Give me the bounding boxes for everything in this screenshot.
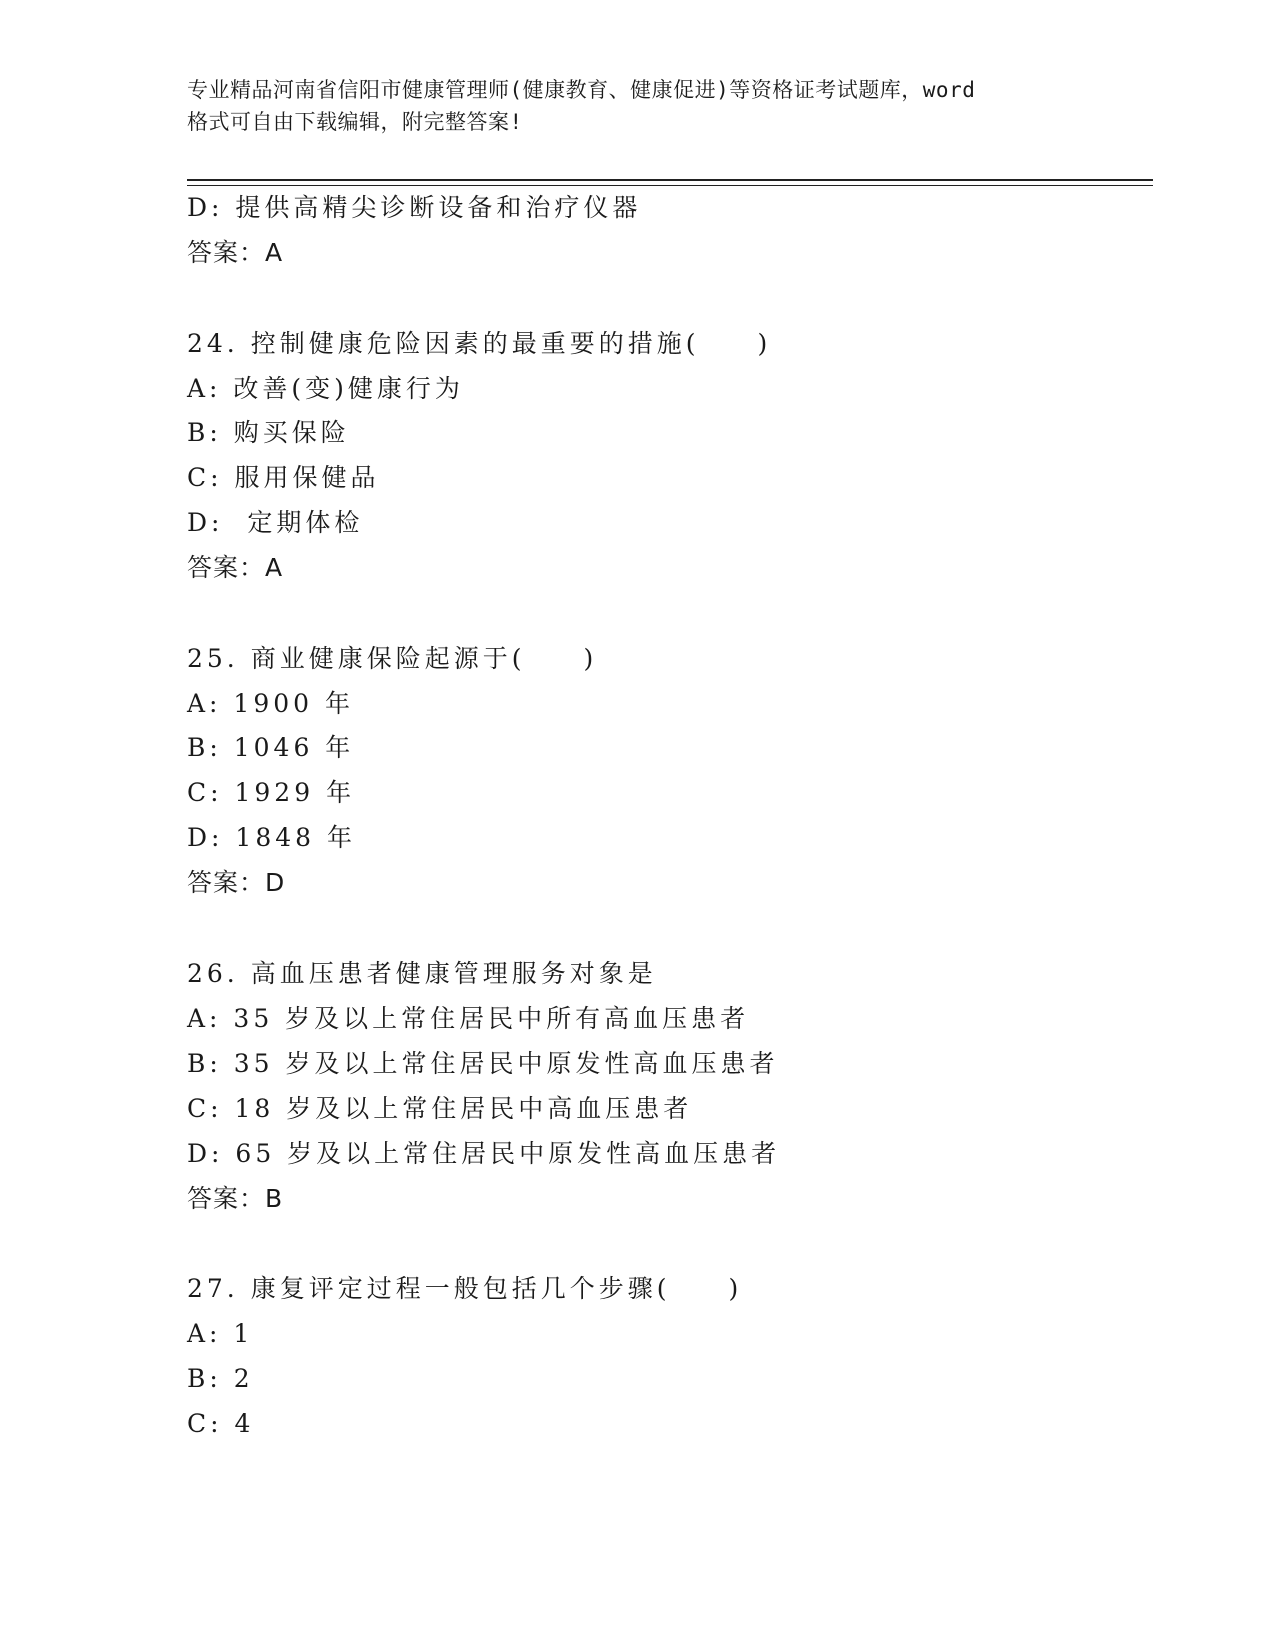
- q24-option-a: A: 改善(变)健康行为: [187, 374, 464, 403]
- q27-question: 27. 康复评定过程一般包括几个步骤( ): [187, 1274, 743, 1303]
- q25-option-c: C: 1929 年: [187, 778, 356, 807]
- q23-answer: 答案：A: [187, 238, 284, 267]
- header-divider-thin: [187, 185, 1153, 186]
- q23-option-d: D: 提供高精尖诊断设备和治疗仪器: [187, 193, 642, 222]
- q25-option-b: B: 1046 年: [187, 733, 355, 762]
- q25-option-d: D: 1848 年: [187, 823, 356, 852]
- q24-option-b: B: 购买保险: [187, 418, 350, 447]
- q24-option-d: D: 定期体检: [187, 508, 364, 537]
- header-divider-thick: [187, 179, 1153, 181]
- q24-option-c: C: 服用保健品: [187, 463, 380, 492]
- header-line-2: 格式可自由下载编辑，附完整答案!: [187, 110, 523, 134]
- q25-answer: 答案：D: [187, 868, 286, 897]
- document-header: [187, 74, 1087, 138]
- q25-question: 25. 商业健康保险起源于( ): [187, 644, 598, 673]
- q27-option-a: A: 1: [187, 1319, 254, 1348]
- q25-option-a: A: 1900 年: [187, 689, 354, 718]
- q27-option-b: B: 2: [187, 1364, 254, 1393]
- header-line-1: 专业精品河南省信阳市健康管理师(健康教育、健康促进)等资格证考试题库，word: [187, 78, 976, 102]
- q26-question: 26. 高血压患者健康管理服务对象是: [187, 959, 657, 988]
- q26-answer: 答案：B: [187, 1184, 284, 1213]
- q26-option-d: D: 65 岁及以上常住居民中原发性高血压患者: [187, 1139, 781, 1168]
- q24-answer: 答案：A: [187, 553, 284, 582]
- q26-option-c: C: 18 岁及以上常住居民中高血压患者: [187, 1094, 693, 1123]
- q24-question: 24. 控制健康危险因素的最重要的措施( ): [187, 329, 772, 358]
- q26-option-b: B: 35 岁及以上常住居民中原发性高血压患者: [187, 1049, 779, 1078]
- q26-option-a: A: 35 岁及以上常住居民中所有高血压患者: [187, 1004, 750, 1033]
- q27-option-c: C: 4: [187, 1409, 255, 1438]
